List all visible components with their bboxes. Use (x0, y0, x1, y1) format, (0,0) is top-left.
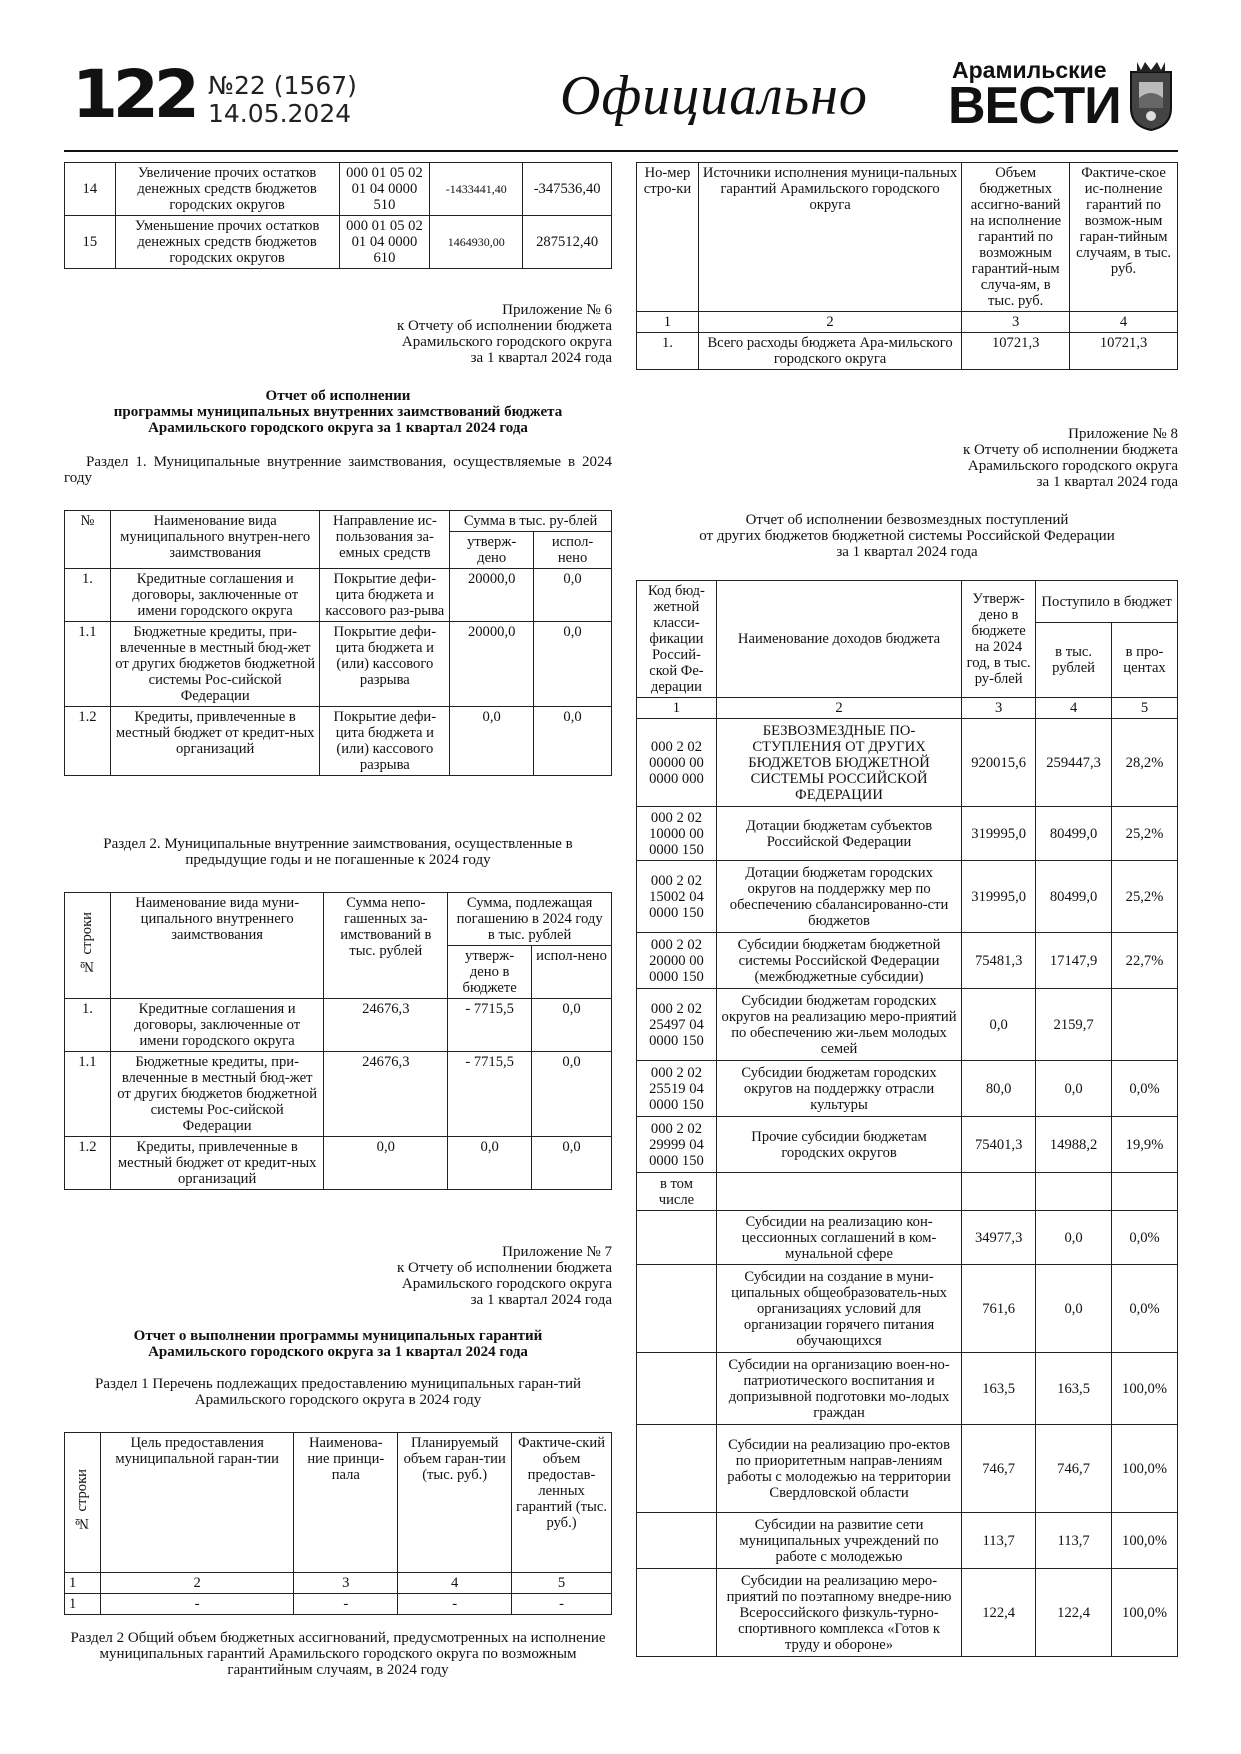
row-name: Кредиты, привлеченные в местный бюджет от кредит-ных организаций (110, 1137, 323, 1190)
row-value: 25,2% (1112, 807, 1178, 861)
table-row (65, 163, 612, 216)
row-number: 1. (65, 569, 111, 622)
row-value: 113,7 (962, 1513, 1036, 1569)
appendix-line: Арамильского городского округа (401, 334, 612, 350)
row-code: 000 01 05 02 01 04 0000 610 (339, 216, 430, 269)
row-number: 1.1 (65, 1052, 111, 1137)
title-line: Отчет об исполнении (265, 388, 411, 404)
column-numbers-row (65, 1573, 612, 1594)
row-value: 163,5 (962, 1353, 1036, 1425)
row-value: 24676,3 (324, 999, 448, 1052)
row-value: 0,0 (532, 999, 612, 1052)
row-value: -347536,40 (523, 163, 612, 216)
row-name: Бюджетные кредиты, при-влеченные в местный бюд-жет от других бюджетов бюджетной системы Рос-сийской Федерации (110, 1052, 323, 1137)
row-number: 1.2 (65, 707, 111, 776)
col-number: 1 (637, 312, 699, 333)
row-direction: Покрытие дефи-цита бюджета и (или) кассового разрыва (320, 622, 450, 707)
issue-date: 14.05.2024 (208, 99, 352, 128)
col-number: 5 (512, 1573, 612, 1594)
row-value: 319995,0 (962, 861, 1036, 933)
col-header: Фактиче-ское ис-полнение гарантий по возмож-ным гаран-тийным случаям, в тыс. руб. (1070, 163, 1178, 312)
row-value (1112, 1173, 1178, 1211)
col-number: 5 (1112, 698, 1178, 719)
appendix-line: к Отчету об исполнении бюджета (396, 318, 612, 334)
row-value: 0,0% (1112, 1265, 1178, 1353)
column-numbers-row (637, 698, 1178, 719)
row-value: 0,0 (534, 707, 612, 776)
row-value: 163,5 (1036, 1353, 1112, 1425)
row-name: Субсидии на реализацию меро-приятий по поэтапному внедре-нию Всероссийского физкуль-турно-спортивного комплекса «Готов к труду и обороне» (716, 1569, 961, 1657)
row-code: 000 2 02 25497 04 0000 150 (637, 989, 717, 1061)
table-row (637, 1117, 1178, 1173)
row-name (716, 1173, 961, 1211)
table-row (637, 1569, 1178, 1657)
section-2-text: Раздел 2. Муниципальные внутренние заимствования, осуществленные в предыдущие годы и не погашенные к 2024 году (103, 836, 573, 868)
row-name: Кредитные соглашения и договоры, заключенные от имени городского округа (110, 999, 323, 1052)
col-number: 4 (1070, 312, 1178, 333)
table-row (637, 1513, 1178, 1569)
col-header: утверж-дено в бюджете (448, 946, 532, 999)
row-value: 122,4 (1036, 1569, 1112, 1657)
title-line: Арамильского городского округа за 1 квартал 2024 года (148, 420, 528, 436)
header-rule (64, 150, 1178, 152)
col-header: Но-мер стро-ки (637, 163, 699, 312)
row-value: 0,0 (324, 1137, 448, 1190)
appendix-line: к Отчету об исполнении бюджета (396, 1260, 612, 1276)
row-value: 0,0 (962, 989, 1036, 1061)
row-value: 75481,3 (962, 933, 1036, 989)
table-row (65, 707, 612, 776)
row-value: 0,0 (534, 569, 612, 622)
appendix-line: к Отчету об исполнении бюджета (962, 442, 1178, 458)
row-value: 920015,6 (962, 719, 1036, 807)
appendix-8-title (636, 512, 1178, 560)
top-left-table (64, 162, 612, 269)
row-value: 0,0 (448, 1137, 532, 1190)
appendix-line: за 1 квартал 2024 года (470, 350, 612, 366)
table-row (637, 933, 1178, 989)
col-header: Наименование вида муниципального внутрен-него заимствования (110, 511, 320, 569)
col-number: 3 (294, 1573, 398, 1594)
row-value: 20000,0 (450, 569, 534, 622)
table-row (637, 1425, 1178, 1513)
row-number: 15 (65, 216, 116, 269)
row-name: Субсидии бюджетам городских округов на реализацию меро-приятий по обеспечению жи-льем молодых семей (716, 989, 961, 1061)
col-header: Сумма, подлежащая погашению в 2024 году в тыс. рублей (448, 893, 612, 946)
row-name: Субсидии на реализацию про-ектов по приоритетным направ-лениям работы с молодежью на территории Свердловской области (716, 1425, 961, 1513)
row-number: 1. (65, 999, 111, 1052)
row-code (637, 1211, 717, 1265)
col-header: Наименование доходов бюджета (716, 581, 961, 698)
title-line: Арамильского городского округа за 1 квартал 2024 года (148, 1344, 528, 1360)
col-header: Поступило в бюджет (1036, 581, 1178, 623)
row-name: БЕЗВОЗМЕЗДНЫЕ ПО-СТУПЛЕНИЯ ОТ ДРУГИХ БЮДЖЕТОВ БЮДЖЕТНОЙ СИСТЕМЫ РОССИЙСКОЙ ФЕДЕРАЦИИ (716, 719, 961, 807)
row-value: 14988,2 (1036, 1117, 1112, 1173)
row-value: 0,0 (534, 622, 612, 707)
title-line: программы муниципальных внутренних заимствований бюджета (113, 404, 563, 420)
row-value: 0,0 (1036, 1061, 1112, 1117)
row-value: 34977,3 (962, 1211, 1036, 1265)
row-value: - 7715,5 (448, 1052, 532, 1137)
row-name: Увеличение прочих остатков денежных средств бюджетов городских округов (115, 163, 339, 216)
col-header: № строки (79, 912, 96, 975)
title-line: Отчет об исполнении безвозмездных поступлений (745, 512, 1069, 528)
row-value: 0,0 (1036, 1265, 1112, 1353)
col-number: 3 (962, 698, 1036, 719)
appendix-line: Арамильского городского округа (967, 458, 1178, 474)
appendix-line: за 1 квартал 2024 года (470, 1292, 612, 1308)
row-name: Дотации бюджетам субъектов Российской Федерации (716, 807, 961, 861)
row-name: Всего расходы бюджета Ара-мильского городского округа (698, 333, 961, 370)
row-value: 19,9% (1112, 1117, 1178, 1173)
table-row (65, 999, 612, 1052)
transfers-table (636, 580, 1178, 1657)
row-code (637, 1513, 717, 1569)
appendix-7-title (64, 1328, 612, 1360)
row-number: 1. (637, 333, 699, 370)
col-header: Сумма в тыс. ру-блей (450, 511, 612, 532)
row-code: в том числе (637, 1173, 717, 1211)
row-code: 000 01 05 02 01 04 0000 510 (339, 163, 430, 216)
row-value: - (512, 1594, 612, 1615)
guarantees-funding-table (636, 162, 1178, 370)
col-header: Цель предоставления муниципальной гаран-тии (100, 1433, 293, 1573)
row-name: Субсидии на развитие сети муниципальных учреждений по работе с молодежью (716, 1513, 961, 1569)
row-value: 2159,7 (1036, 989, 1112, 1061)
col-number: 4 (398, 1573, 512, 1594)
row-name: Субсидии бюджетам городских округов на поддержку отрасли культуры (716, 1061, 961, 1117)
brand-top: Арамильские (952, 57, 1107, 83)
column-numbers-row (637, 312, 1178, 333)
table-row (65, 622, 612, 707)
col-number: 4 (1036, 698, 1112, 719)
row-value: 80499,0 (1036, 861, 1112, 933)
col-header: испол-нено (532, 946, 612, 999)
row-code (637, 1569, 717, 1657)
row-direction: Покрытие дефи-цита бюджета и кассового раз-рыва (320, 569, 450, 622)
col-header: утверж-дено (450, 532, 534, 569)
section-1-text: Раздел 1. Муниципальные внутренние заимствования, осуществляемые в 2024 году (64, 454, 612, 486)
col-header: Наименование вида муни-ципального внутреннего заимствования (110, 893, 323, 999)
col-header: Код бюд-жетной класси-фикации Россий-ской Фе-дерации (637, 581, 717, 698)
appendix-6-header (64, 302, 612, 366)
row-name: Субсидии на создание в муни-ципальных общеобразователь-ных организациях условий для организации горячего питания обучающихся (716, 1265, 961, 1353)
col-header: Направление ис-пользования за-емных средств (320, 511, 450, 569)
col-number: 1 (637, 698, 717, 719)
table-row (637, 989, 1178, 1061)
col-header: Объем бюджетных ассигно-ваний на исполнение гарантий по возможным гарантий-ным случа-ям, в тыс. руб. (962, 163, 1070, 312)
row-value: 20000,0 (450, 622, 534, 707)
col-header: Наименова-ние принци-пала (294, 1433, 398, 1573)
coat-of-arms-icon (1125, 58, 1177, 132)
row-value: 1464930,00 (430, 216, 523, 269)
col-number: 2 (716, 698, 961, 719)
table-row (637, 861, 1178, 933)
guarantees-section-2: Раздел 2 Общий объем бюджетных ассигнований, предусмотренных на исполнение муниципальных гарантий Арамильского городского округа по возможным гарантийным случаям, в 2024 году (70, 1630, 606, 1678)
row-name: Кредитные соглашения и договоры, заключенные от имени городского округа (110, 569, 320, 622)
row-direction: Покрытие дефи-цита бюджета и (или) кассового разрыва (320, 707, 450, 776)
row-value: -1433441,40 (430, 163, 523, 216)
col-number: 2 (698, 312, 961, 333)
row-value: 0,0 (1036, 1211, 1112, 1265)
row-value: 100,0% (1112, 1513, 1178, 1569)
row-code (637, 1425, 717, 1513)
row-name: Прочие субсидии бюджетам городских округов (716, 1117, 961, 1173)
row-value: 319995,0 (962, 807, 1036, 861)
row-value (1036, 1173, 1112, 1211)
table-row (65, 216, 612, 269)
row-value: - (294, 1594, 398, 1615)
row-value: 80,0 (962, 1061, 1036, 1117)
row-number: 1 (65, 1594, 101, 1615)
appendix-line: Арамильского городского округа (401, 1276, 612, 1292)
title-line: Отчет о выполнении программы муниципальных гарантий (133, 1328, 543, 1344)
appendix-line: за 1 квартал 2024 года (1036, 474, 1178, 490)
row-value: 10721,3 (962, 333, 1070, 370)
table-row (637, 1211, 1178, 1265)
col-number: 1 (65, 1573, 101, 1594)
row-code: 000 2 02 15002 04 0000 150 (637, 861, 717, 933)
row-value: 0,0% (1112, 1211, 1178, 1265)
row-value: 113,7 (1036, 1513, 1112, 1569)
row-code (637, 1265, 717, 1353)
appendix-label: Приложение № 6 (502, 302, 612, 318)
issue-info (208, 72, 357, 128)
row-value: 10721,3 (1070, 333, 1178, 370)
row-value: - 7715,5 (448, 999, 532, 1052)
row-code: 000 2 02 29999 04 0000 150 (637, 1117, 717, 1173)
table-row (637, 333, 1178, 370)
row-value: - (398, 1594, 512, 1615)
col-header: № строки (74, 1469, 91, 1532)
appendix-6-title (64, 388, 612, 436)
col-header: Планируемый объем гаран-тии (тыс. руб.) (398, 1433, 512, 1573)
row-value: 100,0% (1112, 1425, 1178, 1513)
row-value: 746,7 (1036, 1425, 1112, 1513)
row-value: 25,2% (1112, 861, 1178, 933)
section-title: Официально (560, 65, 868, 127)
row-value: 0,0 (532, 1137, 612, 1190)
row-value: 75401,3 (962, 1117, 1036, 1173)
row-value: 22,7% (1112, 933, 1178, 989)
col-header: Источники исполнения муници-пальных гарантий Арамильского городского округа (698, 163, 961, 312)
row-name: Уменьшение прочих остатков денежных средств бюджетов городских округов (115, 216, 339, 269)
row-value: 100,0% (1112, 1353, 1178, 1425)
col-header: испол-нено (534, 532, 612, 569)
row-number: 1.1 (65, 622, 111, 707)
appendix-label: Приложение № 7 (502, 1244, 612, 1260)
col-number: 3 (962, 312, 1070, 333)
row-code: 000 2 02 10000 00 0000 150 (637, 807, 717, 861)
row-name: Субсидии на организацию воен-но-патриотического воспитания и допризывной подготовки мо-лодых граждан (716, 1353, 961, 1425)
col-header: в про-центах (1112, 623, 1178, 698)
borrowings-table-2 (64, 892, 612, 1190)
appendix-label: Приложение № 8 (1068, 426, 1178, 442)
row-number: 14 (65, 163, 116, 216)
row-value (1112, 989, 1178, 1061)
row-value: 746,7 (962, 1425, 1036, 1513)
table-row (65, 1594, 612, 1615)
row-value: 0,0% (1112, 1061, 1178, 1117)
appendix-7-header (64, 1244, 612, 1308)
table-row (637, 1173, 1178, 1211)
col-number: 2 (100, 1573, 293, 1594)
row-value: 259447,3 (1036, 719, 1112, 807)
row-number: 1.2 (65, 1137, 111, 1190)
row-value: 0,0 (532, 1052, 612, 1137)
row-value: 80499,0 (1036, 807, 1112, 861)
guarantees-section-1: Раздел 1 Перечень подлежащих предоставлению муниципальных гаран-тий Арамильского городского округа в 2024 году (94, 1376, 582, 1408)
row-name: Дотации бюджетам городских округов на поддержку мер по обеспечению сбалансированно-сти бюджетов (716, 861, 961, 933)
row-name: Бюджетные кредиты, при-влеченные в местный бюд-жет от других бюджетов бюджетной системы Рос-сийской Федерации (110, 622, 320, 707)
col-header: в тыс. рублей (1036, 623, 1112, 698)
col-header: Утверж-дено в бюджете на 2024 год, в тыс. ру-блей (962, 581, 1036, 698)
row-value: 122,4 (962, 1569, 1036, 1657)
row-value: 17147,9 (1036, 933, 1112, 989)
row-value: 761,6 (962, 1265, 1036, 1353)
row-name: Кредиты, привлеченные в местный бюджет от кредит-ных организаций (110, 707, 320, 776)
table-row (637, 719, 1178, 807)
row-code (637, 1353, 717, 1425)
table-row (637, 807, 1178, 861)
row-value (962, 1173, 1036, 1211)
row-code: 000 2 02 25519 04 0000 150 (637, 1061, 717, 1117)
page-number: 122 (72, 56, 195, 133)
appendix-8-header (636, 426, 1178, 490)
table-row (65, 1052, 612, 1137)
table-row (637, 1353, 1178, 1425)
title-line: за 1 квартал 2024 года (836, 544, 978, 560)
row-name: Субсидии на реализацию кон-цессионных соглашений в ком-мунальной сфере (716, 1211, 961, 1265)
guarantees-table (64, 1432, 612, 1615)
col-header: № (65, 511, 111, 569)
table-row (65, 1137, 612, 1190)
col-header: Фактиче-ский объем предостав-ленных гарантий (тыс. руб.) (512, 1433, 612, 1573)
row-name: Субсидии бюджетам бюджетной системы Российской Федерации (межбюджетные субсидии) (716, 933, 961, 989)
table-row (637, 1265, 1178, 1353)
title-line: от других бюджетов бюджетной системы Российской Федерации (699, 528, 1115, 544)
brand-bottom: ВЕСТИ (948, 77, 1121, 135)
table-row (65, 569, 612, 622)
issue-number: №22 (1567) (208, 71, 357, 100)
borrowings-table-1 (64, 510, 612, 776)
row-value: 28,2% (1112, 719, 1178, 807)
row-code: 000 2 02 20000 00 0000 150 (637, 933, 717, 989)
row-value: 100,0% (1112, 1569, 1178, 1657)
row-code: 000 2 02 00000 00 0000 000 (637, 719, 717, 807)
row-value: - (100, 1594, 293, 1615)
table-row (637, 1061, 1178, 1117)
col-header: Сумма непо-гашенных за-имствований в тыс. рублей (324, 893, 448, 999)
row-value: 0,0 (450, 707, 534, 776)
row-value: 24676,3 (324, 1052, 448, 1137)
row-value: 287512,40 (523, 216, 612, 269)
